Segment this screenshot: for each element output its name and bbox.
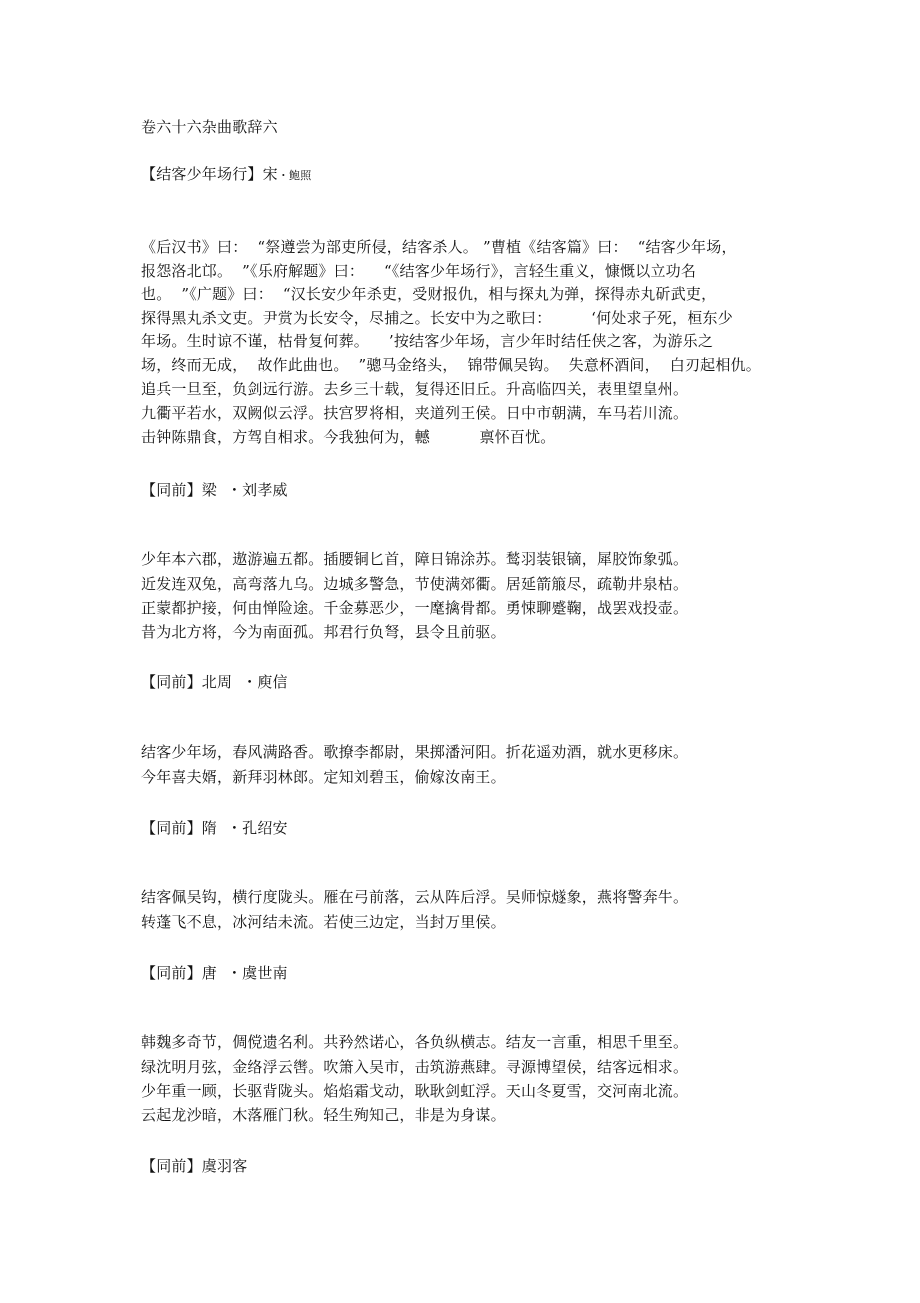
section-heading: 【同前】北周 ・庾信	[141, 673, 288, 691]
preface-line: 场，终而无成， 故作此曲也。 ”骢马金络头， 锦带佩吴钩。 失意杯酒间， 白刃起相仇。	[141, 356, 761, 374]
preface-line: 也。 ”《广题》曰： “汉长安少年杀吏，受财报仇，相与探丸为弹，探得赤丸斫武吏，	[141, 285, 717, 303]
document-title: 卷六十六杂曲歌辞六	[141, 118, 278, 136]
poem-line: 近发连双兔，高弯落九乌。边城多警急，节使满郊衢。居延箭箙尽，疏勒井泉枯。	[141, 575, 689, 593]
section-heading: 【同前】唐 ・虞世南	[141, 964, 288, 982]
poem-line: 结客佩吴钩，横行度陇头。雁在弓前落，云从阵后浮。吴师惊燧象，燕将警奔牛。	[141, 888, 689, 906]
section-heading	[141, 163, 311, 187]
poem-line: 追兵一旦至，负剑远行游。去乡三十载，复得还旧丘。升高临四关，表里望皇州。	[141, 380, 689, 398]
poem-line: 九衢平若水，双阙似云浮。扶宫罗将相，夹道列王侯。日中市朝满，车马若川流。	[141, 404, 689, 422]
preface-line: 报怨洛北邙。 ”《乐府解题》曰： “《结客少年场行》，言轻生重义，慷慨以立功名	[141, 262, 697, 280]
poem-line: 少年重一顾，长驱背陇头。焰焰霜戈动，耿耿剑虹浮。天山冬夏雪，交河南北流。	[141, 1082, 689, 1100]
poem-line: 转蓬飞不息，冰河结未流。若使三边定，当封万里侯。	[141, 913, 506, 931]
poem-line: 云起龙沙暗，木落雁门秋。轻生殉知己，非是为身谋。	[141, 1106, 506, 1124]
section-heading-author: ・鲍照	[277, 169, 312, 182]
section-heading: 【同前】虞羽客	[141, 1157, 248, 1175]
poem-line: 正蒙都护接，何由惮险途。千金募恶少，一麾擒骨都。勇悚聊蹙鞠，战罢戏投壶。	[141, 599, 689, 617]
poem-line: 今年喜夫婿，新拜羽林郎。定知刘碧玉，偷嫁汝南王。	[141, 768, 506, 786]
poem-line: 韩魏多奇节，倜傥遗名利。共矜然诺心，各负纵横志。结友一言重，相思千里至。	[141, 1033, 689, 1051]
poem-line: 昔为北方将，今为南面孤。邦君行负弩，县令且前驱。	[141, 623, 506, 641]
poem-line: 结客少年场，春风满路香。歌撩李都尉，果掷潘河阳。折花遥劝酒，就水更移床。	[141, 743, 689, 761]
preface-line: 年场。生时谅不谨，枯骨复何葬。 ’按结客少年场，言少年时结任侠之客，为游乐之	[141, 332, 714, 350]
poem-line: 击钟陈鼎食，方驾自相求。今我独何为，轗 禀怀百忧。	[141, 428, 556, 446]
section-heading: 【同前】梁 ・刘孝威	[141, 481, 288, 499]
poem-line: 少年本六郡，遨游遍五都。插腰铜匕首，障日锦涂苏。鹙羽装银镝，犀胶饰象弧。	[141, 550, 689, 568]
preface-line: 探得黑丸杀文吏。尹赏为长安令，尽捕之。长安中为之歌曰： ‘何处求子死，桓东少	[141, 309, 733, 327]
preface-line: 《后汉书》曰： “祭遵尝为部吏所侵，结客杀人。 ”曹植《结客篇》曰： “结客少年场，	[141, 238, 737, 256]
poem-line: 绿沈明月弦，金络浮云辔。吹箫入吴市，击筑游燕肆。寻源博望侯，结客远相求。	[141, 1058, 689, 1076]
section-heading-prefix: 【结客少年场行】宋	[141, 165, 278, 183]
section-heading: 【同前】隋 ・孔绍安	[141, 819, 288, 837]
